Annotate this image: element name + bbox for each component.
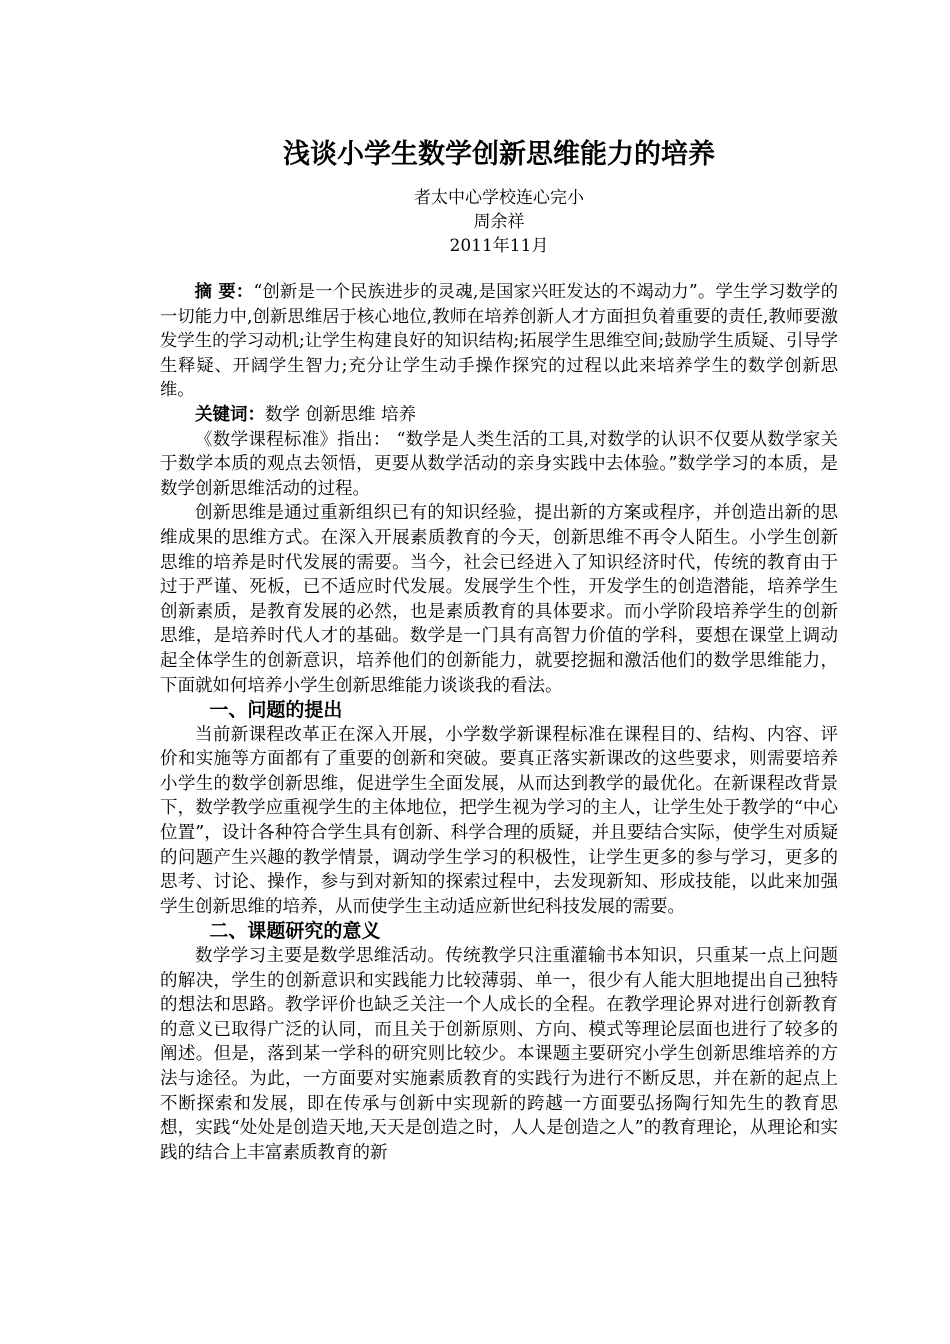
school-name: 者太中心学校连心完小 [414,188,584,208]
keywords-label: 关键词： [195,404,265,425]
abstract-paragraph [160,280,838,403]
document-title: 浅谈小学生数学创新思维能力的培养 [283,139,715,170]
body-paragraph: 当前新课程改革正在深入开展，小学数学新课程标准在课程目的、结构、内容、评价和实施等方面都有了重要的创新和突破。要真正落实新课改的这些要求，则需要培养小学生的数学创新思维，促进学生全面发展，从而达到教学的最优化。在新课程改背景下，数学教学应重视学生的主体地位，把学生视为学习的主人，让学生处于教学的“中心位置”，设计各种符合学生具有创新、科学合理的质疑，并且要结合实际，使学生对质疑的问题产生兴趣的教学情景，调动学生学习的积极性，让学生更多的参与学习，更多的思考、讨论、操作，参与到对新知的探索过程中，去发现新知、形成技能，以此来加强学生创新思维的培养，从而使学生主动适应新世纪科技发展的需要。 [160,724,838,917]
body-paragraph: 创新思维是通过重新组织已有的知识经验，提出新的方案或程序，并创造出新的思维成果的思维方式。在深入开展素质教育的今天，创新思维不再令人陌生。小学生创新思维的培养是时代发展的需要。当今，社会已经进入了知识经济时代，传统的教育由于过于严谨、死板，已不适应时代发展。发展学生个性，开发学生的创造潜能，培养学生创新素质，是教育发展的必然，也是素质教育的具体要求。而小学阶段培养学生的创新思维，是培养时代人才的基础。数学是一门具有高智力价值的学科，要想在课堂上调动起全体学生的创新意识，培养他们的创新能力，就要挖掘和激活他们的数学思维能力，下面就如何培养小学生创新思维能力谈谈我的看法。 [160,503,838,696]
keywords-text: 数学 创新思维 培养 [265,404,417,425]
abstract-label: 摘 要： [194,282,254,302]
author-name: 周余祥 [473,212,525,232]
keywords-line [160,403,838,428]
document-date: 2011年11月 [449,236,549,256]
abstract-text: “创新是一个民族进步的灵魂,是国家兴旺发达的不竭动力”。学生学习数学的一切能力中,创新思维居于核心地位,教师在培养创新人才方面担负着重要的责任,教师要激发学生的学习动机;让学生构建良好的知识结构;拓展学生思维空间;鼓励学生质疑、引导学生释疑、开阔学生智力;充分让学生动手操作探究的过程以此来培养学生的数学创新思维。 [160,282,838,401]
body-paragraph: 《数学课程标准》指出： “数学是人类生活的工具,对数学的认识不仅要从数学家关于数学本质的观点去领悟，更要从数学活动的亲身实践中去体验。”数学学习的本质，是数学创新思维活动的过程。 [160,429,838,499]
section-heading: 二、课题研究的意义 [209,920,381,943]
document-body [160,280,838,1165]
section-heading: 一、问题的提出 [209,699,343,722]
body-paragraph: 数学学习主要是数学思维活动。传统教学只注重灌输书本知识，只重某一点上问题的解决，学生的创新意识和实践能力比较薄弱、单一，很少有人能大胆地提出自己独特的想法和思路。教学评价也缺乏关注一个人成长的全程。在教学理论界对进行创新教育的意义已取得广泛的认同，而且关于创新原则、方向、模式等理论层面也进行了较多的阐述。但是，落到某一学科的研究则比较少。本课题主要研究小学生创新思维培养的方法与途径。为此，一方面要对实施素质教育的实践行为进行不断反思，并在新的起点上不断探索和发展，即在传承与创新中实现新的跨越一方面要弘扬陶行知先生的教育思想，实践“处处是创造天地,天天是创造之时，人人是创造之人”的教育理论，从理论和实践的结合上丰富素质教育的新 [160,946,838,1163]
